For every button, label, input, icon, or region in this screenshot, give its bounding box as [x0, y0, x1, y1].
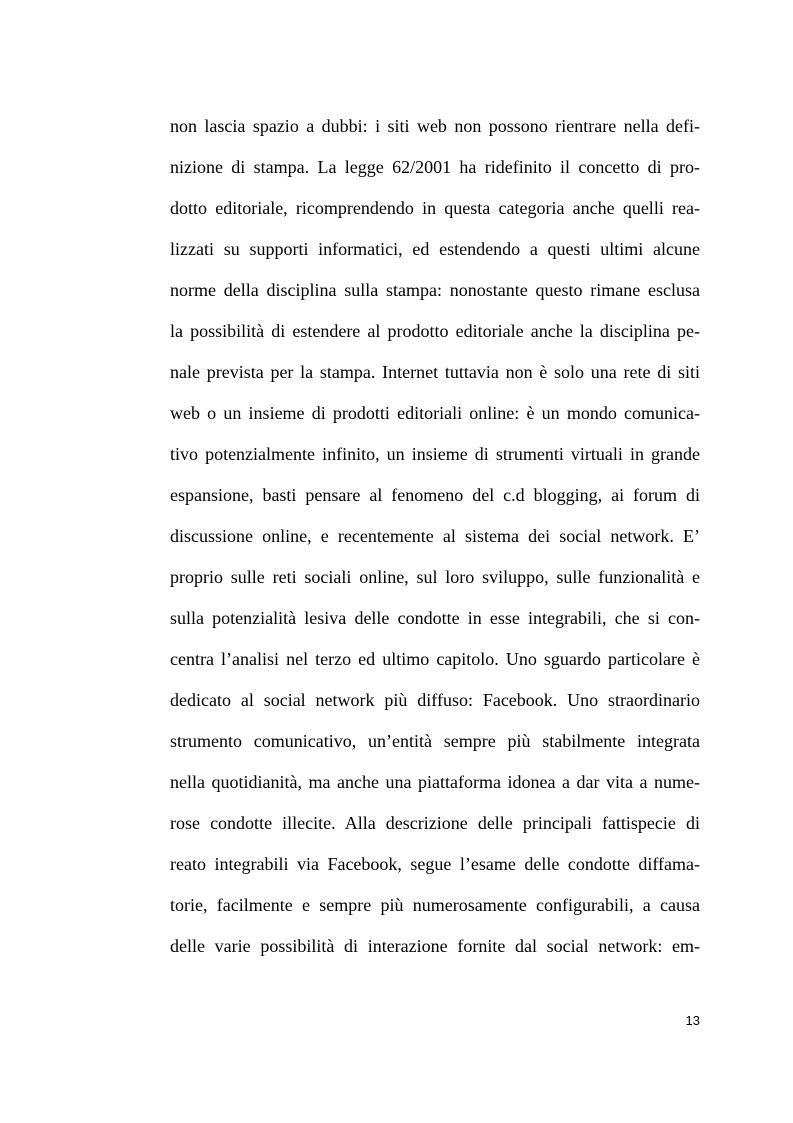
body-text-line: sulla potenzialità lesiva delle condotte in esse integrabili, che si con- — [170, 608, 700, 628]
page-number: 13 — [685, 1013, 700, 1028]
body-text-line: espansione, basti pensare al fenomeno del c.d blogging, ai forum di — [170, 485, 700, 505]
body-text-line: lizzati su supporti informatici, ed estendendo a questi ultimi alcune — [170, 239, 700, 259]
body-text-line: strumento comunicativo, un’entità sempre più stabilmente integrata — [170, 731, 700, 751]
body-text-line: norme della disciplina sulla stampa: nonostante questo rimane esclusa — [170, 280, 700, 300]
body-text-line: delle varie possibilità di interazione fornite dal social network: em- — [170, 936, 700, 956]
body-text-line: non lascia spazio a dubbi: i siti web non possono rientrare nella defi- — [170, 116, 700, 136]
body-text-line: centra l’analisi nel terzo ed ultimo capitolo. Uno sguardo particolare è — [170, 649, 700, 669]
body-text-line: dedicato al social network più diffuso: Facebook. Uno straordinario — [170, 690, 700, 710]
body-text-line: nella quotidianità, ma anche una piattaforma idonea a dar vita a nume- — [170, 772, 700, 792]
body-text-line: la possibilità di estendere al prodotto editoriale anche la disciplina pe- — [170, 321, 700, 341]
body-text-line: reato integrabili via Facebook, segue l’esame delle condotte diffama- — [170, 854, 700, 874]
body-text-line: torie, facilmente e sempre più numerosamente configurabili, a causa — [170, 895, 700, 915]
body-text-line: nale prevista per la stampa. Internet tuttavia non è solo una rete di siti — [170, 362, 700, 382]
body-text-line: proprio sulle reti sociali online, sul loro sviluppo, sulle funzionalità e — [170, 567, 700, 587]
body-text-line: discussione online, e recentemente al sistema dei social network. E’ — [170, 526, 700, 546]
body-text-line: nizione di stampa. La legge 62/2001 ha ridefinito il concetto di pro- — [170, 157, 700, 177]
body-text-line: dotto editoriale, ricomprendendo in questa categoria anche quelli rea- — [170, 198, 700, 218]
body-text-line: rose condotte illecite. Alla descrizione delle principali fattispecie di — [170, 813, 700, 833]
body-text-line: tivo potenzialmente infinito, un insieme di strumenti virtuali in grande — [170, 444, 700, 464]
body-text-line: web o un insieme di prodotti editoriali online: è un mondo comunica- — [170, 403, 700, 423]
